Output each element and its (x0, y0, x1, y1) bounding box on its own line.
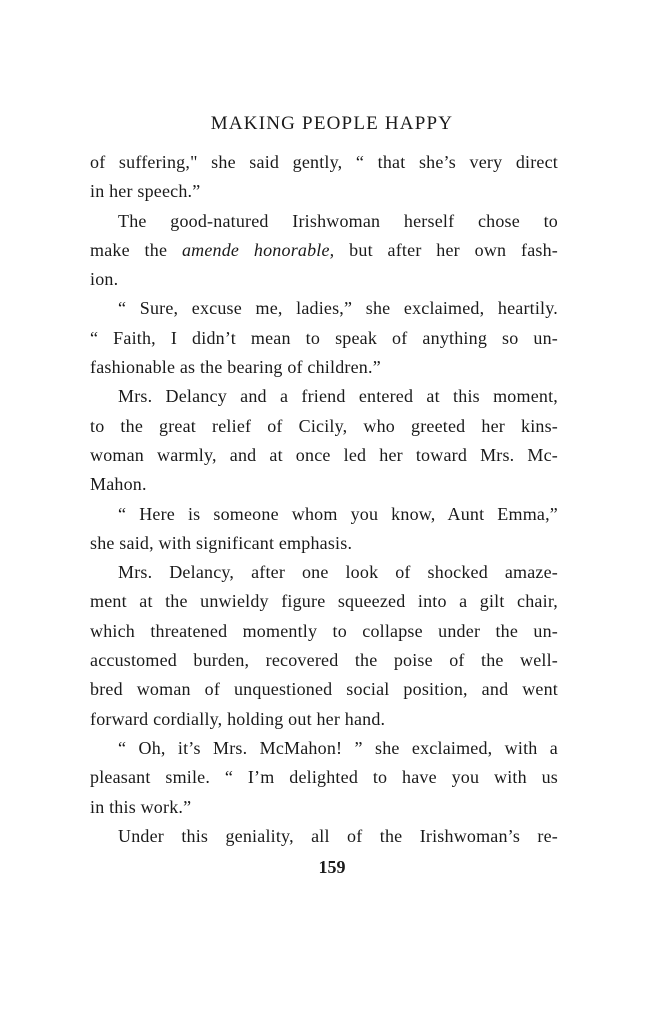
text-line: The good-natured Irishwoman herself chose to (118, 210, 558, 231)
text-line: bred woman of unquestioned social position, and went (90, 679, 558, 700)
text-line: Mahon. (90, 474, 147, 495)
text-line: Mrs. Delancy, after one look of shocked amaze- (118, 562, 558, 583)
text-line: to the great relief of Cicily, who greeted her kins- (90, 415, 558, 436)
text-line: “ Oh, it’s Mrs. McMahon! ” she exclaimed, with a (118, 737, 558, 758)
text-line: ion. (90, 269, 119, 290)
text-line: “ Faith, I didn’t mean to speak of anything so un- (90, 327, 558, 348)
text-line: in this work.” (90, 796, 192, 817)
text-line: in her speech.” (90, 181, 201, 202)
line-text-after-italic: but after her own fash- (334, 239, 559, 260)
text-line: of suffering," she said gently, “ that she’s very direct (90, 152, 558, 172)
body-text (90, 148, 558, 851)
text-line: woman warmly, and at once led her toward Mrs. Mc- (90, 444, 558, 465)
running-title: MAKING PEOPLE HAPPY (210, 113, 454, 134)
text-line: “ Sure, excuse me, ladies,” she exclaimed, heartily. (118, 298, 558, 319)
text-line: “ Here is someone whom you know, Aunt Emma,” (118, 503, 558, 524)
page-number: 159 (318, 857, 346, 877)
text-line: fashionable as the bearing of children.” (90, 357, 381, 378)
italic-phrase: amende honorable, (181, 239, 335, 260)
text-line: accustomed burden, recovered the poise of the well- (90, 650, 558, 671)
text-line: pleasant smile. “ I’m delighted to have you with us (90, 767, 558, 788)
text-line: Under this geniality, all of the Irishwoman’s re- (118, 825, 558, 846)
text-line: ment at the unwieldy figure squeezed into a gilt chair, (90, 591, 558, 612)
text-line: Mrs. Delancy and a friend entered at this moment, (118, 386, 558, 407)
text-line: forward cordially, holding out her hand. (90, 708, 386, 729)
text-line: which threatened momently to collapse under the un- (90, 620, 558, 641)
text-line: she said, with significant emphasis. (90, 532, 353, 553)
line-text-before-italic: make the (90, 239, 182, 260)
text-line (90, 236, 558, 265)
